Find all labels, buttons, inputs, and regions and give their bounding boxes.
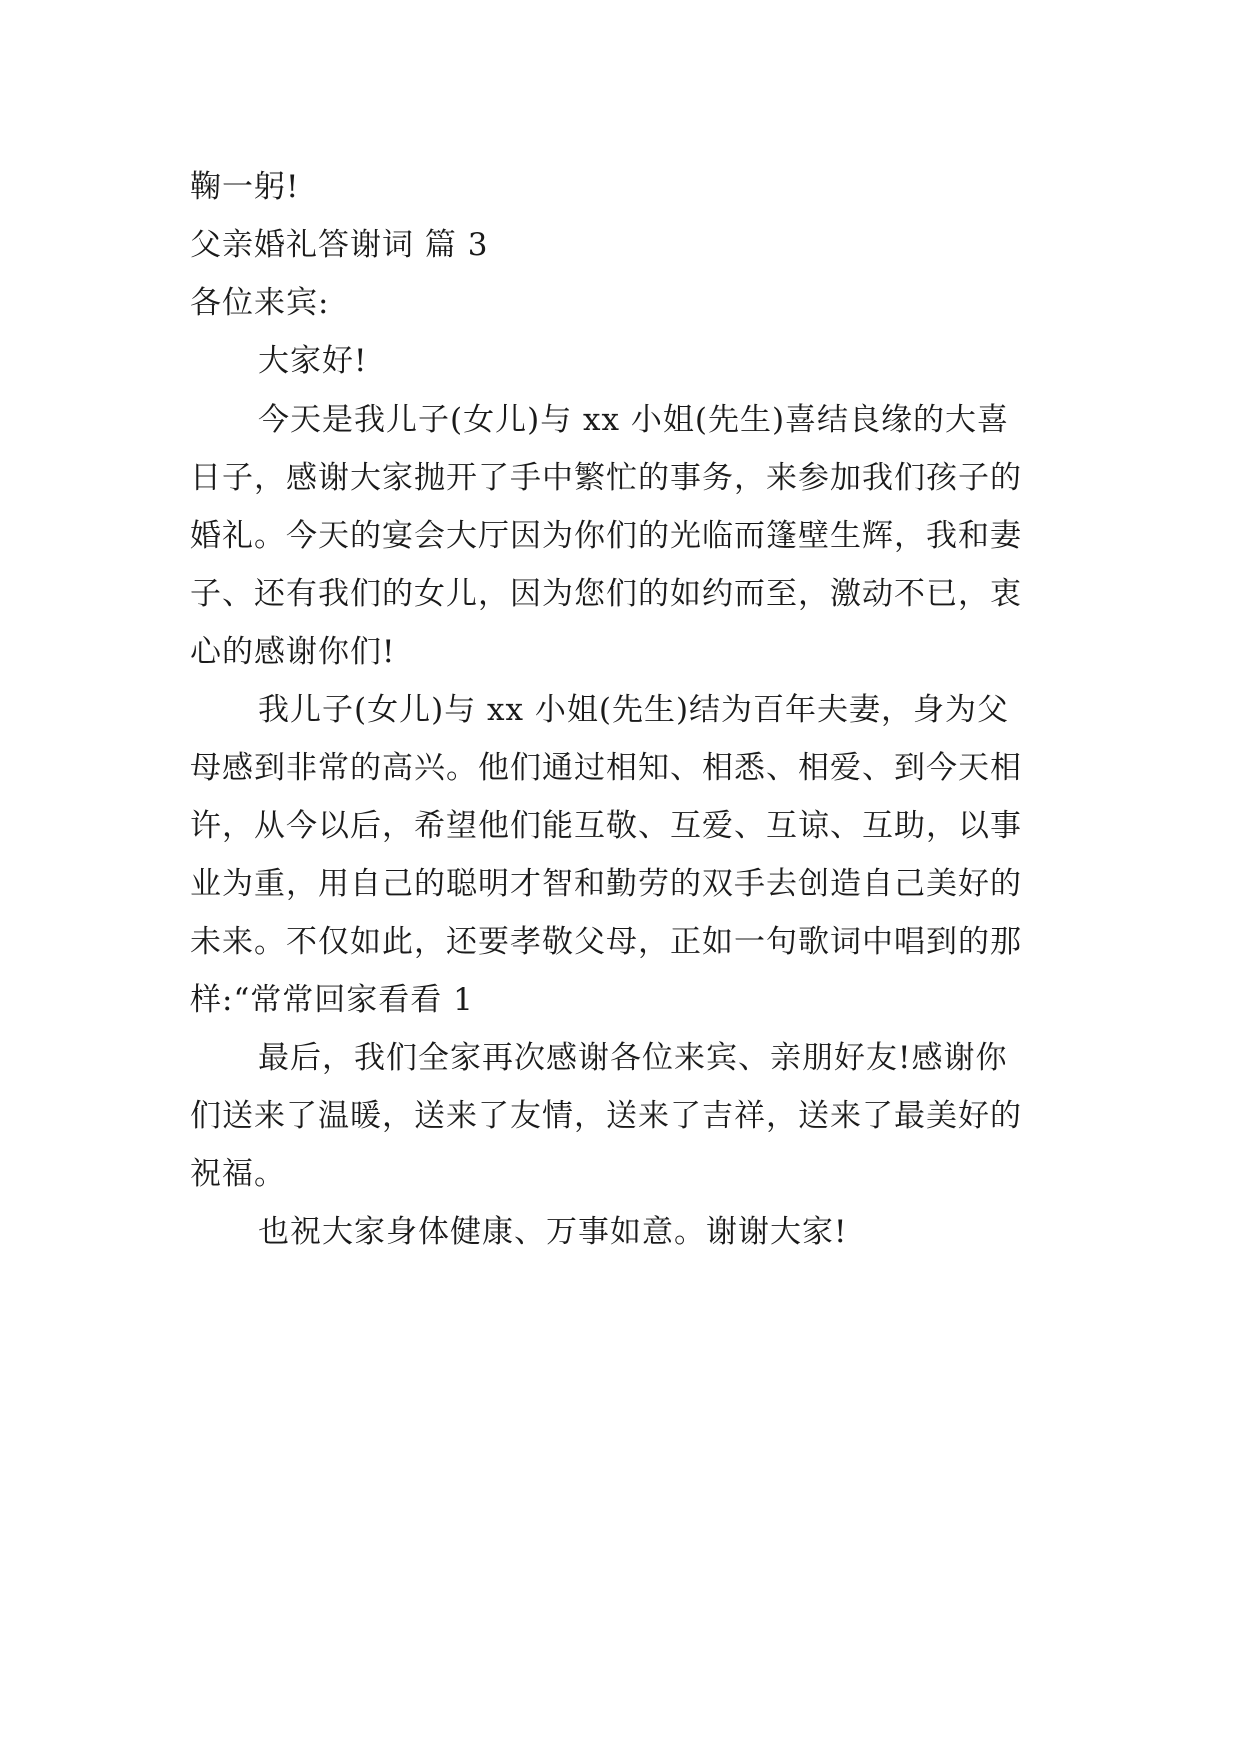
paragraph-1-line-5: 心的感谢你们! (190, 634, 396, 670)
paragraph-2-line-5: 未来。不仅如此，还要孝敬父母，正如一句歌词中唱到的那 (190, 924, 1022, 960)
paragraph-2-line-4: 业为重，用自己的聪明才智和勤劳的双手去创造自己美好的 (190, 866, 1022, 902)
continuation-line: 鞠一躬! (190, 169, 300, 205)
paragraph-1-line-4: 子、还有我们的女儿，因为您们的如约而至，激动不已，衷 (190, 576, 1022, 612)
greeting-line: 大家好! (258, 343, 368, 379)
closing-line: 也祝大家身体健康、万事如意。谢谢大家! (258, 1214, 848, 1250)
paragraph-1-line-2: 日子，感谢大家抛开了手中繁忙的事务，来参加我们孩子的 (190, 460, 1022, 496)
paragraph-2-line-1: 我儿子(女儿)与 xx 小姐(先生)结为百年夫妻，身为父 (258, 692, 1010, 728)
paragraph-1-line-1: 今天是我儿子(女儿)与 xx 小姐(先生)喜结良缘的大喜 (258, 402, 1010, 438)
paragraph-3-line-3: 祝福。 (190, 1156, 286, 1192)
paragraph-2-line-3: 许，从今以后，希望他们能互敬、互爱、互谅、互助，以事 (190, 808, 1022, 844)
paragraph-3-line-2: 们送来了温暖，送来了友情，送来了吉祥，送来了最美好的 (190, 1098, 1022, 1134)
section-heading: 父亲婚礼答谢词 篇 3 (190, 227, 489, 263)
paragraph-2-line-2: 母感到非常的高兴。他们通过相知、相悉、相爱、到今天相 (190, 750, 1022, 786)
salutation: 各位来宾: (190, 285, 330, 321)
paragraph-2-line-6: 样:“常常回家看看 1 (190, 982, 474, 1018)
paragraph-1-line-3: 婚礼。今天的宴会大厅因为你们的光临而篷壁生辉，我和妻 (190, 518, 1022, 554)
paragraph-3-line-1: 最后，我们全家再次感谢各位来宾、亲朋好友!感谢你 (258, 1040, 1008, 1076)
